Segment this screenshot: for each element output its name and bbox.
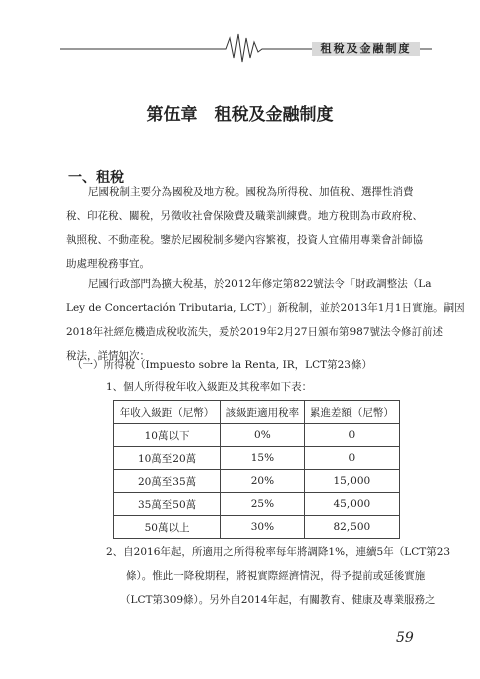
table-cell: 30% [221,516,305,539]
section-heading: 一、租稅 [68,170,124,186]
table-cell: 20萬至35萬 [114,470,221,493]
table-cell: 0 [304,424,399,447]
table-cell: 0% [221,424,305,447]
table-header-cell: 年收入級距（尼幣） [114,401,221,424]
paragraph-tax-system [66,180,448,276]
subsection-heading: （一）所得稅（Impuesto sobre la Renta, IR，LCT第23條） [72,359,372,371]
page-header [0,0,480,80]
header-decoration-line [0,0,480,80]
table-cell: 50萬以上 [114,516,221,539]
paragraph-line: 尼國稅制主要分為國稅及地方稅。國稅為所得稅、加值稅、選擇性消費 [88,186,414,198]
paragraph-line: 稅、印花稅、關稅，另徵收社會保險費及職業訓練費。地方稅則為市政府稅、 [66,210,423,222]
table-header-cell: 該級距適用稅率 [221,401,305,424]
list-item-1: 1、個人所得稅年收入級距及其稅率如下表： [106,381,313,393]
table-cell: 45,000 [304,493,399,516]
paragraph-line: 助處理稅務事宜。 [66,258,150,270]
header-label: 租稅及金融制度 [312,42,420,56]
table-cell: 0 [304,447,399,470]
list-item-line: 2、自2016年起，所適用之所得稅率每年將調降1%，連續5年（LCT第23 [106,546,451,558]
list-item-2 [106,540,450,612]
table-row [114,493,400,516]
table-header-cell: 累進差額（尼幣） [304,401,399,424]
table-row [114,470,400,493]
paragraph-line: 尼國行政部門為擴大稅基，於2012年修定第822號法令「財政調整法（La [88,278,432,290]
table-header-row [114,401,400,424]
page-number: 59 [396,630,414,646]
table-cell: 25% [221,493,305,516]
paragraph-line: Ley de Concertación Tributaria, LCT）」新稅制，並於2013年1月1日實施。嗣因 [66,302,465,314]
table-cell: 35萬至50萬 [114,493,221,516]
table-cell: 15% [221,447,305,470]
table-cell: 15,000 [304,470,399,493]
paragraph-line: 執照稅、不動產稅。鑒於尼國稅制多變內容繁複，投資人宜備用專業會計師協 [66,234,423,246]
paragraph-line: 2018年社經危機造成稅收流失，爰於2019年2月27日頒布第987號法令修訂前述 [66,326,444,338]
table-row [114,424,400,447]
list-item-line: 條）。惟此一降稅期程，將視實際經濟情況，得予提前或延後實施 [126,570,426,582]
paragraph-tax-reform [66,272,465,368]
table-cell: 20% [221,470,305,493]
table-cell: 10萬以下 [114,424,221,447]
table-cell: 10萬至20萬 [114,447,221,470]
table-row [114,447,400,470]
income-tax-table [113,400,400,539]
list-item-line: （LCT第309條）。另外自2014年起，有關教育、健康及專業服務之 [120,594,436,606]
paragraph-line: 稅法，詳情如次： [66,350,150,362]
chapter-title: 第伍章 租稅及金融制度 [146,105,334,125]
table-row [114,516,400,539]
table-cell: 82,500 [304,516,399,539]
